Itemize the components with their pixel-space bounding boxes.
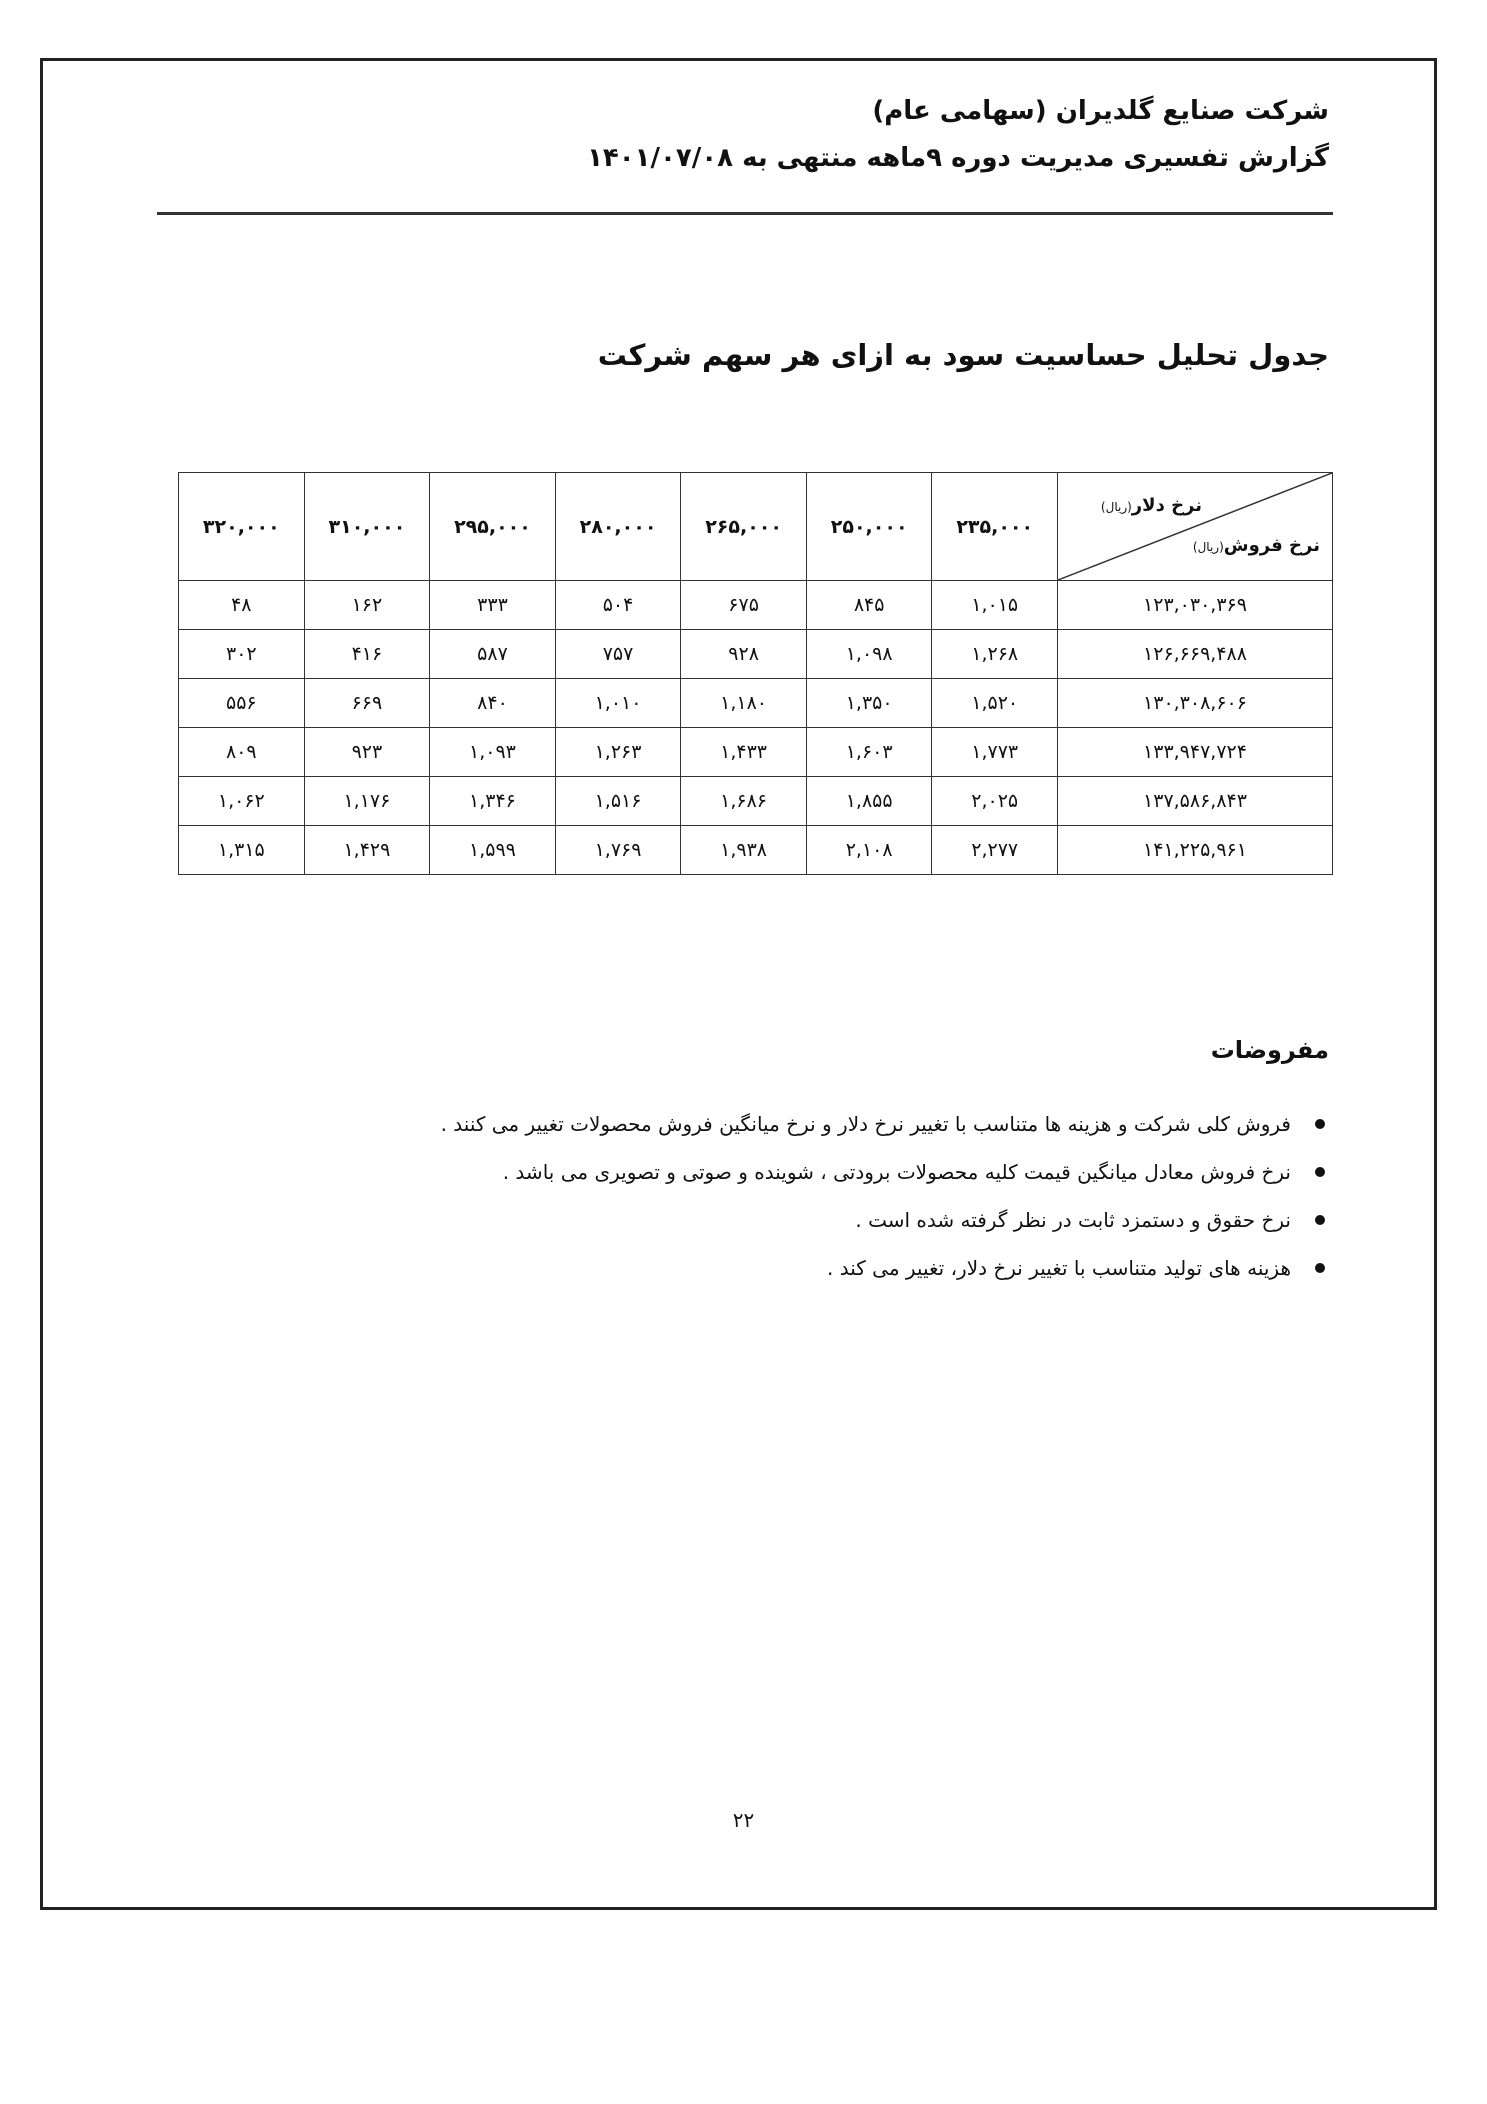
eps-cell: ۲,۲۷۷ — [932, 826, 1058, 875]
eps-cell: ۱,۲۶۸ — [932, 630, 1058, 679]
page-border — [40, 58, 1437, 1910]
dollar-rate-header: ۲۵۰,۰۰۰ — [806, 473, 932, 581]
assumption-text: فروش کلی شرکت و هزینه ها متناسب با تغییر نرخ دلار و نرخ میانگین فروش محصولات تغییر می کنند . — [440, 1112, 1291, 1136]
eps-cell: ۱,۱۷۶ — [304, 777, 430, 826]
eps-cell: ۱,۰۱۵ — [932, 581, 1058, 630]
company-name: شرکت صنایع گلدیران (سهامی عام) — [872, 96, 1329, 126]
eps-cell: ۱,۴۳۳ — [681, 728, 807, 777]
eps-cell: ۱,۸۵۵ — [806, 777, 932, 826]
table-title: جدول تحلیل حساسیت سود به ازای هر سهم شرکت — [597, 338, 1329, 372]
eps-cell: ۶۶۹ — [304, 679, 430, 728]
eps-cell: ۲,۱۰۸ — [806, 826, 932, 875]
corner-header-cell — [1058, 473, 1333, 581]
table-row — [179, 826, 1333, 875]
sales-rate-cell: ۱۴۱,۲۲۵,۹۶۱ — [1058, 826, 1333, 875]
eps-cell: ۱,۳۴۶ — [430, 777, 556, 826]
assumption-text: نرخ فروش معادل میانگین قیمت کلیه محصولات برودتی ، شوینده و صوتی و تصویری می باشد . — [502, 1160, 1291, 1184]
eps-cell: ۱,۰۱۰ — [555, 679, 681, 728]
eps-cell: ۱,۱۸۰ — [681, 679, 807, 728]
eps-cell: ۱,۹۳۸ — [681, 826, 807, 875]
eps-cell: ۱,۵۹۹ — [430, 826, 556, 875]
bullet-icon — [1315, 1167, 1325, 1177]
bullet-icon — [1315, 1263, 1325, 1273]
dollar-rate-header: ۲۶۵,۰۰۰ — [681, 473, 807, 581]
eps-cell: ۱,۶۰۳ — [806, 728, 932, 777]
table-row — [179, 630, 1333, 679]
dollar-rate-header: ۲۳۵,۰۰۰ — [932, 473, 1058, 581]
sensitivity-table — [178, 472, 1333, 875]
eps-cell: ۵۵۶ — [179, 679, 305, 728]
eps-cell: ۱,۴۲۹ — [304, 826, 430, 875]
sales-rate-cell: ۱۳۰,۳۰۸,۶۰۶ — [1058, 679, 1333, 728]
eps-cell: ۱,۲۶۳ — [555, 728, 681, 777]
list-item — [229, 1100, 1329, 1148]
eps-cell: ۹۲۸ — [681, 630, 807, 679]
eps-cell: ۷۵۷ — [555, 630, 681, 679]
eps-cell: ۱,۰۹۳ — [430, 728, 556, 777]
eps-cell: ۱,۳۵۰ — [806, 679, 932, 728]
eps-cell: ۱,۵۱۶ — [555, 777, 681, 826]
assumption-text: هزینه های تولید متناسب با تغییر نرخ دلار، تغییر می کند . — [827, 1256, 1291, 1280]
list-item — [229, 1244, 1329, 1292]
eps-cell: ۹۲۳ — [304, 728, 430, 777]
bullet-icon — [1315, 1215, 1325, 1225]
dollar-rate-header: ۳۱۰,۰۰۰ — [304, 473, 430, 581]
table-row — [179, 728, 1333, 777]
eps-cell: ۴۱۶ — [304, 630, 430, 679]
eps-cell: ۵۰۴ — [555, 581, 681, 630]
dollar-rate-header: ۳۲۰,۰۰۰ — [179, 473, 305, 581]
list-item — [229, 1148, 1329, 1196]
sales-rate-cell: ۱۳۳,۹۴۷,۷۲۴ — [1058, 728, 1333, 777]
sales-rate-cell: ۱۳۷,۵۸۶,۸۴۳ — [1058, 777, 1333, 826]
report-title: گزارش تفسیری مدیریت دوره ۹ماهه منتهی به ۱۴۰۱/۰۷/۰۸ — [587, 143, 1329, 173]
eps-cell: ۱۶۲ — [304, 581, 430, 630]
table-row — [179, 777, 1333, 826]
eps-cell: ۱,۳۱۵ — [179, 826, 305, 875]
eps-cell: ۲,۰۲۵ — [932, 777, 1058, 826]
eps-cell: ۴۸ — [179, 581, 305, 630]
assumptions-title: مفروضات — [1210, 1036, 1329, 1064]
header-divider — [157, 212, 1333, 215]
assumption-text: نرخ حقوق و دستمزد ثابت در نظر گرفته شده است . — [855, 1208, 1291, 1232]
eps-cell: ۱,۰۶۲ — [179, 777, 305, 826]
page-number: ۲۲ — [732, 1808, 755, 1832]
eps-cell: ۵۸۷ — [430, 630, 556, 679]
diagonal-divider — [1058, 473, 1332, 580]
eps-cell: ۳۰۲ — [179, 630, 305, 679]
eps-cell: ۱,۵۲۰ — [932, 679, 1058, 728]
eps-cell: ۳۳۳ — [430, 581, 556, 630]
dollar-rate-axis-label: نرخ دلار(ریال) — [1100, 495, 1202, 516]
dollar-rate-header: ۲۹۵,۰۰۰ — [430, 473, 556, 581]
table-row — [179, 581, 1333, 630]
eps-cell: ۸۴۰ — [430, 679, 556, 728]
eps-cell: ۱,۷۷۳ — [932, 728, 1058, 777]
eps-cell: ۶۷۵ — [681, 581, 807, 630]
sales-rate-cell: ۱۲۳,۰۳۰,۳۶۹ — [1058, 581, 1333, 630]
bullet-icon — [1315, 1119, 1325, 1129]
eps-cell: ۸۰۹ — [179, 728, 305, 777]
eps-cell: ۸۴۵ — [806, 581, 932, 630]
sales-rate-cell: ۱۲۶,۶۶۹,۴۸۸ — [1058, 630, 1333, 679]
table-header-row — [179, 473, 1333, 581]
eps-cell: ۱,۰۹۸ — [806, 630, 932, 679]
sales-rate-axis-label: نرخ فروش(ریال) — [1192, 535, 1320, 556]
table-row — [179, 679, 1333, 728]
list-item — [229, 1196, 1329, 1244]
dollar-rate-header: ۲۸۰,۰۰۰ — [555, 473, 681, 581]
assumptions-list — [229, 1100, 1329, 1292]
eps-cell: ۱,۷۶۹ — [555, 826, 681, 875]
eps-cell: ۱,۶۸۶ — [681, 777, 807, 826]
